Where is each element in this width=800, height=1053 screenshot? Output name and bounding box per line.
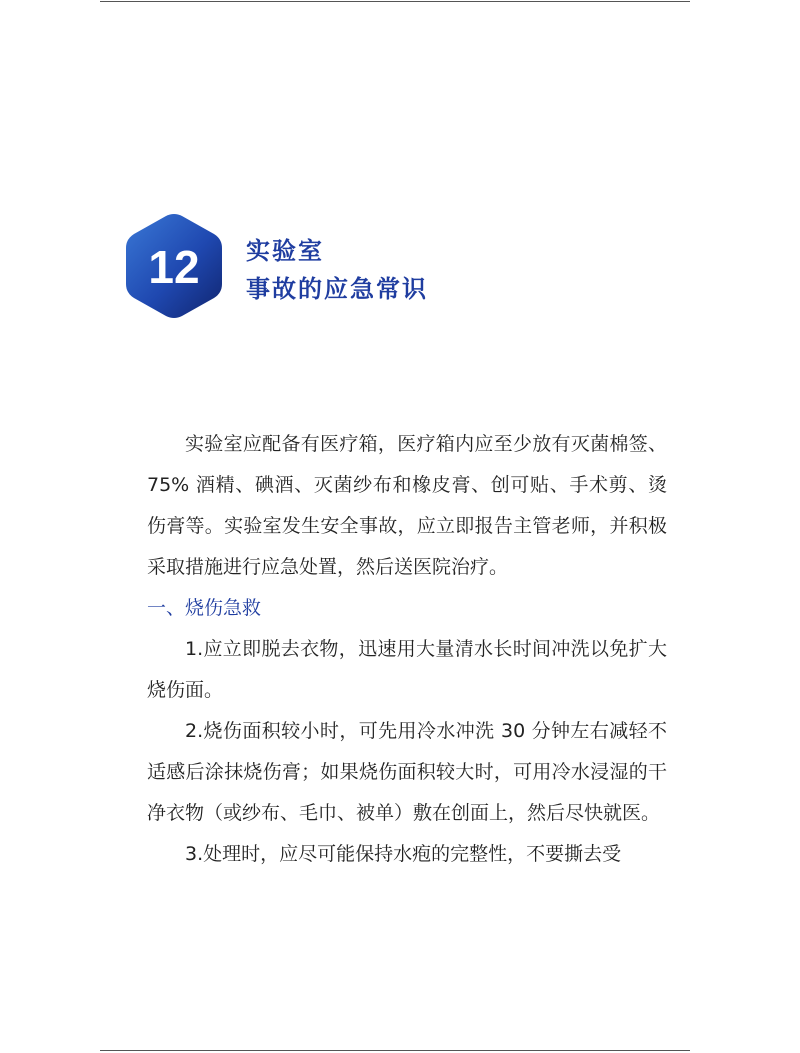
bottom-rule bbox=[100, 1050, 690, 1051]
section-heading: 一、烧伤急救 bbox=[147, 597, 262, 619]
list-item: 3.处理时，应尽可能保持水疱的完整性，不要撕去受 bbox=[185, 843, 622, 865]
body-text bbox=[147, 424, 667, 875]
list-item: 2.烧伤面积较小时，可先用冷水冲洗 30 分钟左右减轻不适感后涂抹烧伤膏；如果烧伤面积较大时，可用冷水浸湿的干净衣物（或纱布、毛巾、被单）敷在创面上，然后尽快就医。 bbox=[147, 720, 667, 824]
chapter-title-line1: 实验室 bbox=[246, 237, 324, 265]
chapter-title bbox=[246, 232, 428, 308]
top-rule bbox=[100, 1, 690, 2]
intro-paragraph: 实验室应配备有医疗箱，医疗箱内应至少放有灭菌棉签、75% 酒精、碘酒、灭菌纱布和橡皮膏、创可贴、手术剪、烫伤膏等。实验室发生安全事故，应立即报告主管老师，并积极采取措施进行应急处置，然后送医院治疗。 bbox=[147, 433, 667, 578]
list-item: 1.应立即脱去衣物，迅速用大量清水长时间冲洗以免扩大烧伤面。 bbox=[147, 638, 667, 701]
chapter-badge bbox=[124, 212, 224, 320]
chapter-title-line2: 事故的应急常识 bbox=[246, 275, 428, 303]
chapter-number: 12 bbox=[148, 241, 200, 293]
hexagon-badge-icon bbox=[124, 212, 224, 320]
